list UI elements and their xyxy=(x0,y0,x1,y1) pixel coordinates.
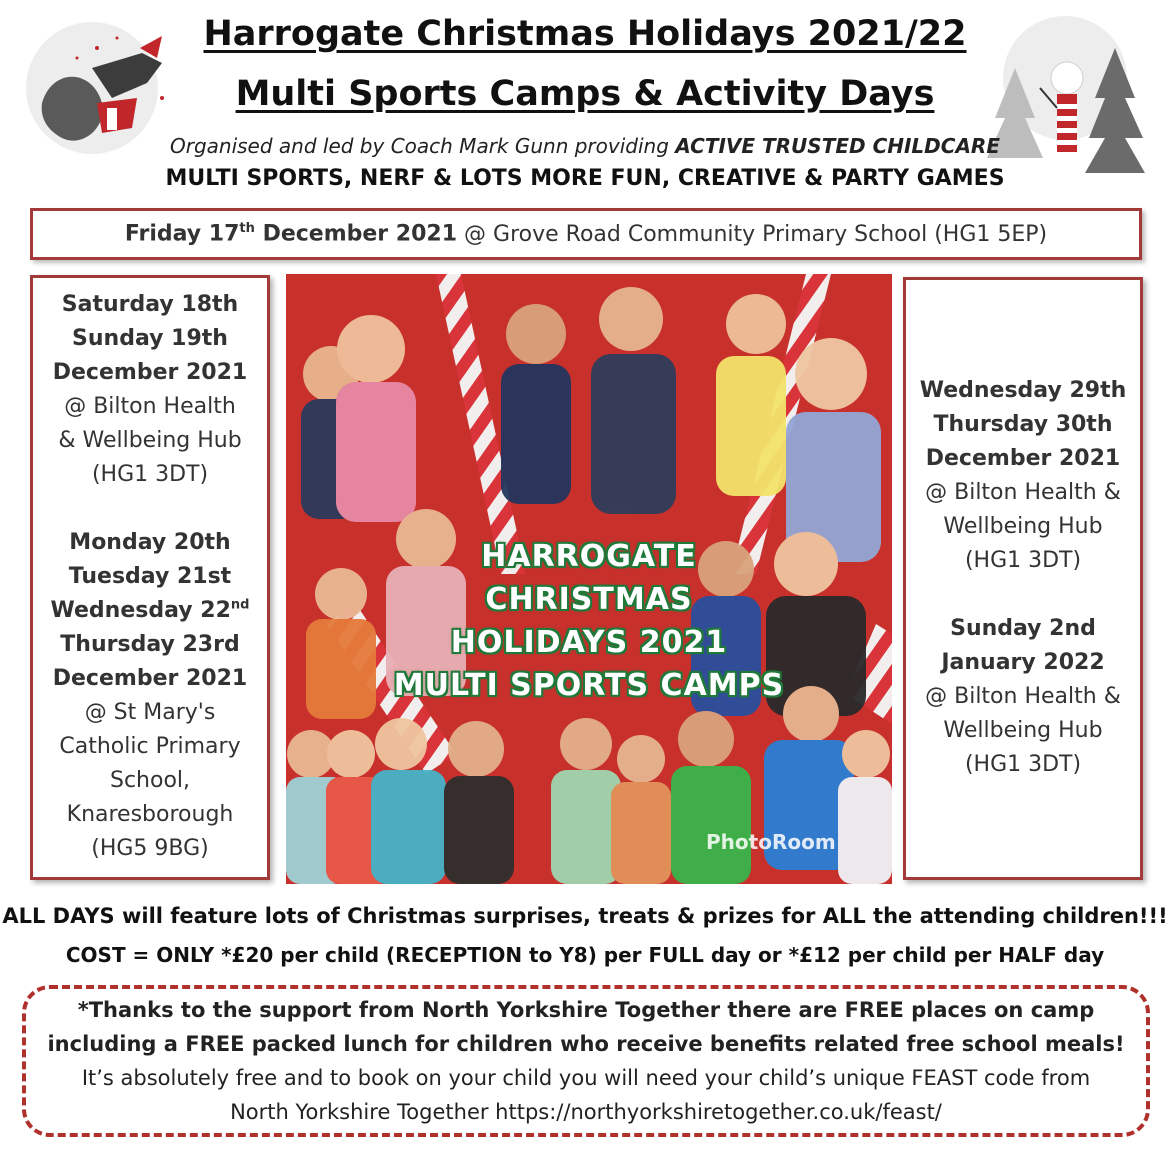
postcode-line: (HG5 9BG) xyxy=(91,836,209,861)
support-line: including a FREE packed lunch for children who receive benefits related free school meals! xyxy=(47,1032,1125,1056)
right-dates-box xyxy=(903,277,1143,880)
support-line: *Thanks to the support from North Yorkshire Together there are FREE places on camp xyxy=(77,998,1095,1022)
photoroom-watermark: PhotoRoom xyxy=(706,830,836,854)
venue-line: Wellbeing Hub xyxy=(943,718,1103,743)
friday-venue: @ Grove Road Community Primary School (HG1 5EP) xyxy=(457,221,1048,247)
date-line: Saturday 18th xyxy=(61,292,239,317)
collage-title-line: HOLIDAYS 2021 xyxy=(450,625,728,660)
date-line: Sunday 19th xyxy=(72,326,228,351)
collage-illustration xyxy=(286,274,892,884)
activities-tagline: MULTI SPORTS, NERF & LOTS MORE FUN, CREATIVE & PARTY GAMES xyxy=(165,166,1005,191)
collage-title-line: HARROGATE xyxy=(481,539,697,574)
camp-photo-collage xyxy=(286,274,892,884)
left-dates-box xyxy=(30,275,270,880)
postcode-line: (HG1 3DT) xyxy=(964,752,1082,777)
date-line: Sunday 2nd xyxy=(950,616,1096,641)
spacer xyxy=(906,578,1140,612)
date-ordinal: nd xyxy=(230,597,250,613)
venue-line: @ Bilton Health & xyxy=(925,684,1121,709)
date-line xyxy=(33,594,267,628)
organiser-text: Organised and led by Coach Mark Gunn providing xyxy=(169,134,676,158)
postcode-line: (HG1 3DT) xyxy=(91,462,209,487)
venue-line: @ Bilton Health & xyxy=(925,480,1121,505)
date-line: Tuesday 21st xyxy=(68,564,232,589)
date-line: Monday 20th xyxy=(69,530,231,555)
friday-date xyxy=(125,221,457,246)
collage-title-line: CHRISTMAS xyxy=(485,582,693,617)
month-line: December 2021 xyxy=(925,446,1121,471)
flyer-title-line1: Harrogate Christmas Holidays 2021/22 xyxy=(203,14,967,54)
date-line: Thursday 23rd xyxy=(60,632,240,657)
support-line: It’s absolutely free and to book on your child you will need your child’s unique FEAST code from xyxy=(81,1066,1091,1090)
month-line: December 2021 xyxy=(52,360,248,385)
venue-line: @ Bilton Health xyxy=(64,394,236,419)
venue-line: & Wellbeing Hub xyxy=(58,428,242,453)
friday-banner xyxy=(30,208,1142,260)
venue-line: Catholic Primary xyxy=(59,734,241,759)
spacer xyxy=(33,492,267,526)
friday-ordinal: th xyxy=(239,221,255,237)
month-line: December 2021 xyxy=(52,666,248,691)
venue-line: @ St Mary's xyxy=(84,700,216,725)
friday-month: December 2021 xyxy=(254,221,458,247)
postcode-line: (HG1 3DT) xyxy=(964,548,1082,573)
organiser-highlight: ACTIVE TRUSTED CHILDCARE xyxy=(675,134,1000,158)
friday-day: Friday 17 xyxy=(124,221,240,247)
feature-statement: ALL DAYS will feature lots of Christmas surprises, treats & prizes for ALL the attending children!!! xyxy=(2,904,1168,928)
flyer-title-line2: Multi Sports Camps & Activity Days xyxy=(235,74,935,114)
venue-line: Wellbeing Hub xyxy=(943,514,1103,539)
venue-line: Knaresborough xyxy=(66,802,234,827)
cost-statement: COST = ONLY *£20 per child (RECEPTION to Y8) per FULL day or *£12 per child per HALF day xyxy=(65,943,1105,967)
support-notice-box xyxy=(22,985,1150,1137)
date-text: Wednesday 22 xyxy=(50,598,231,623)
date-line: Thursday 30th xyxy=(933,412,1113,437)
venue-line: School, xyxy=(109,768,191,793)
date-line: Wednesday 29th xyxy=(919,378,1127,403)
feast-link-line: North Yorkshire Together https://northyorkshiretogether.co.uk/feast/ xyxy=(230,1100,942,1124)
month-line: January 2022 xyxy=(941,650,1105,675)
collage-title-line: MULTI SPORTS CAMPS xyxy=(393,668,785,703)
organiser-line xyxy=(0,134,1170,158)
